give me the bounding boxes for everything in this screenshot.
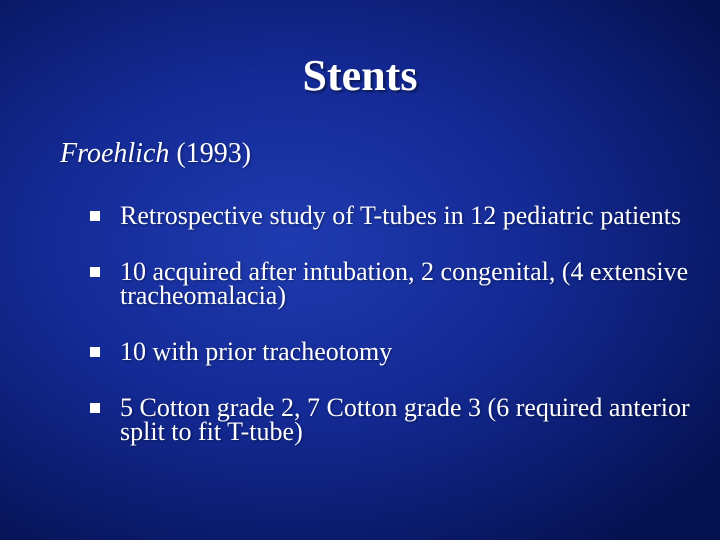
bullet-text: 10 acquired after intubation, 2 congenital, (4 extensive tracheomalacia) [120,257,689,310]
bullet-text: Retrospective study of T-tubes in 12 pediatric patients [120,201,682,230]
slide-subtitle [60,137,251,171]
bullet-text: 10 with prior tracheotomy [120,337,393,366]
bullet-item [90,201,690,230]
square-bullet-icon [90,211,100,221]
bullet-item [90,257,690,310]
bullet-list [90,201,690,476]
square-bullet-icon [90,403,100,413]
subtitle-year: (1993) [169,138,252,169]
bullet-text: 5 Cotton grade 2, 7 Cotton grade 3 (6 required anterior split to fit T-tube) [120,393,690,446]
slide-title: Stents [302,51,418,100]
square-bullet-icon [90,347,100,357]
square-bullet-icon [90,267,100,277]
subtitle-author: Froehlich [60,138,170,169]
bullet-item [90,337,690,366]
bullet-item [90,393,690,446]
